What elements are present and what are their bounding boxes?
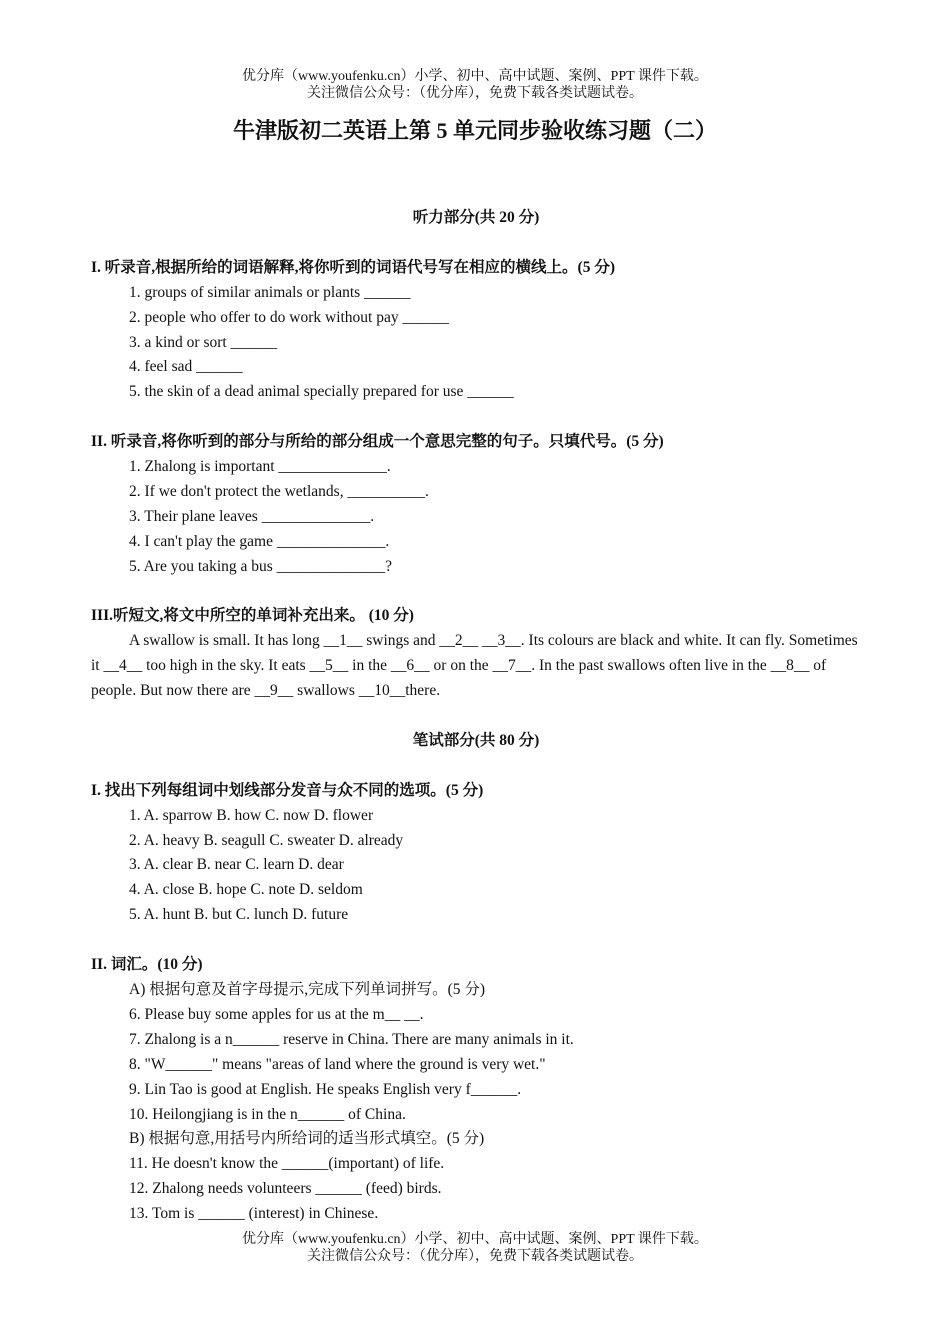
list-item: 1. Zhalong is important ______________. <box>129 458 391 476</box>
subsection-b-heading: B) 根据句意,用括号内所给词的适当形式填空。(5 分) <box>129 1130 485 1148</box>
list-item: 10. Heilongjiang is in the n______ of China. <box>129 1105 406 1123</box>
list-item: 11. He doesn't know the ______(important) of life. <box>129 1155 445 1173</box>
list-item: 6. Please buy some apples for us at the m__ __. <box>129 1005 424 1023</box>
listening-part-title: 听力部分(共 20 分) <box>412 209 540 226</box>
footer-line-1: 优分库（www.youfenku.cn）小学、初中、高中试题、案例、PPT 课件下载。 <box>242 1232 708 1247</box>
listening-passage: A swallow is small. It has long __1__ swings and __2__ __3__. Its colours are black and white. It can fly. Sometimes it __4__ too high in the sky. It eats __5__ in the __6__ or on the __7__. In the past swallows often live in the __8__ of people. But now there are __9__ swallows __10__there. <box>91 632 858 700</box>
list-item: 13. Tom is ______ (interest) in Chinese. <box>129 1205 379 1223</box>
list-item: 5. Are you taking a bus ______________? <box>129 557 393 575</box>
list-item: 4. feel sad ______ <box>129 358 243 376</box>
list-item: 5. A. hunt B. but C. lunch D. future <box>129 906 349 924</box>
list-item: 2. people who offer to do work without pay ______ <box>129 308 449 326</box>
list-item: 1. groups of similar animals or plants ______ <box>129 283 411 301</box>
list-item: 5. the skin of a dead animal specially prepared for use ______ <box>129 383 514 401</box>
list-item: 1. A. sparrow B. how C. now D. flower <box>129 806 374 824</box>
page-footer <box>0 1231 950 1265</box>
list-item: 4. A. close B. hope C. note D. seldom <box>129 881 363 899</box>
header-line-2: 关注微信公众号：（优分库），免费下载各类试题试卷。 <box>307 86 643 101</box>
list-item: 8. "W______" means "areas of land where the ground is very wet." <box>129 1055 546 1073</box>
document-body <box>91 206 861 1227</box>
list-item: 3. a kind or sort ______ <box>129 333 278 351</box>
listening-section-2-heading: II. 听录音,将你听到的部分与所给的部分组成一个意思完整的句子。只填代号。(5 分) <box>91 433 664 451</box>
page-title: 牛津版初二英语上第 5 单元同步验收练习题（二） <box>232 118 717 143</box>
list-item: 3. A. clear B. near C. learn D. dear <box>129 856 344 874</box>
writing-section-1-heading: I. 找出下列每组词中划线部分发音与众不同的选项。(5 分) <box>91 781 484 799</box>
listening-section-3-heading: III.听短文,将文中所空的单词补充出来。 (10 分) <box>91 607 414 625</box>
list-item: 4. I can't play the game ______________. <box>129 532 390 550</box>
writing-part-title: 笔试部分(共 80 分) <box>412 731 540 749</box>
subsection-a-heading: A) 根据句意及首字母提示,完成下列单词拼写。(5 分) <box>129 981 486 998</box>
header-line-1: 优分库（www.youfenku.cn）小学、初中、高中试题、案例、PPT 课件下载。 <box>242 69 708 84</box>
writing-section-2-heading: II. 词汇。(10 分) <box>91 956 203 974</box>
page-header <box>0 68 950 102</box>
list-item: 12. Zhalong needs volunteers ______ (feed) birds. <box>129 1180 442 1198</box>
list-item: 2. If we don't protect the wetlands, __________. <box>129 482 429 500</box>
list-item: 3. Their plane leaves ______________. <box>129 507 375 525</box>
list-item: 7. Zhalong is a n______ reserve in China. There are many animals in it. <box>129 1030 574 1048</box>
listening-section-1-heading: I. 听录音,根据所给的词语解释,将你听到的词语代号写在相应的横线上。(5 分) <box>91 258 615 276</box>
list-item: 9. Lin Tao is good at English. He speaks English very f______. <box>129 1080 522 1098</box>
footer-line-2: 关注微信公众号：（优分库），免费下载各类试题试卷。 <box>307 1249 643 1264</box>
list-item: 2. A. heavy B. seagull C. sweater D. already <box>129 831 404 849</box>
